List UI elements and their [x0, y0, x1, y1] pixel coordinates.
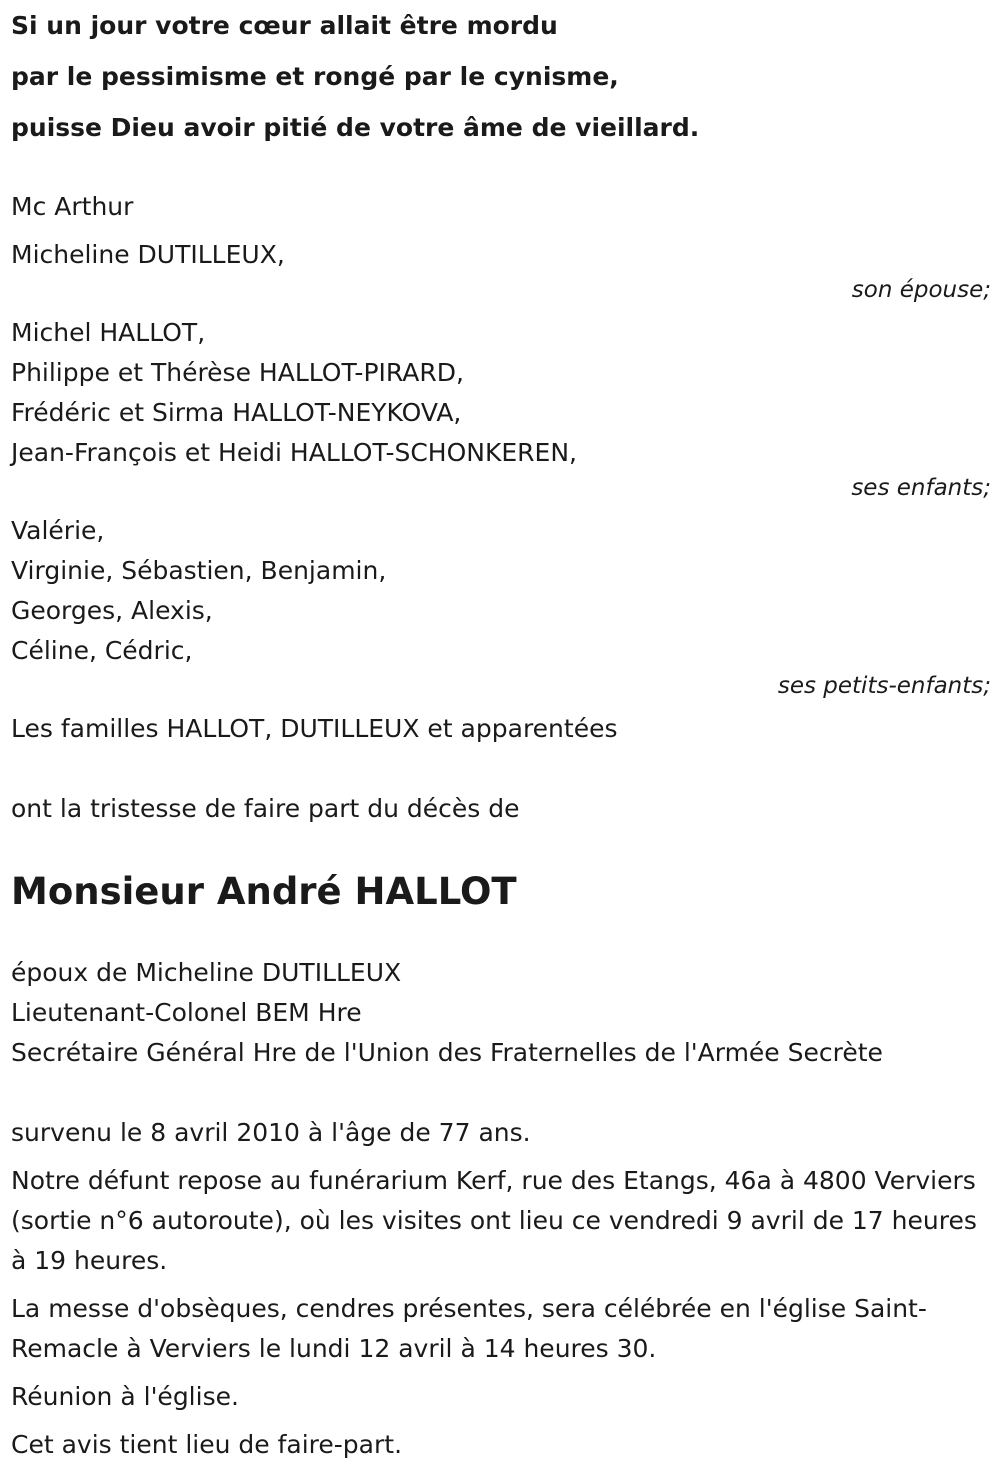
grandchild-name: Céline, Cédric,	[11, 636, 193, 665]
title-line: époux de Micheline DUTILLEUX	[11, 958, 402, 987]
grandchild-name: Valérie,	[11, 516, 105, 545]
spouse-role: son épouse;	[851, 277, 991, 303]
reunion-paragraph: Réunion à l'église.	[11, 1382, 239, 1411]
spouse-group	[11, 235, 991, 305]
child-name: Philippe et Thérèse HALLOT-PIRARD,	[11, 358, 464, 387]
child-name: Frédéric et Sirma HALLOT-NEYKOVA,	[11, 398, 462, 427]
titles-block	[11, 953, 991, 1073]
families-line: Les familles HALLOT, DUTILLEUX et apparentées	[11, 714, 618, 743]
quote-author: Mc Arthur	[11, 192, 134, 221]
grandchildren-group	[11, 511, 991, 701]
obituary-notice	[11, 0, 991, 1465]
quote-line: par le pessimisme et rongé par le cynisme,	[11, 62, 619, 91]
quote-block	[11, 0, 991, 153]
quote-line: Si un jour votre cœur allait être mordu	[11, 11, 558, 40]
title-line: Secrétaire Général Hre de l'Union des Fraternelles de l'Armée Secrète	[11, 1038, 883, 1067]
quote-line: puisse Dieu avoir pitié de votre âme de vieillard.	[11, 113, 700, 142]
children-group	[11, 313, 991, 503]
child-name: Jean-François et Heidi HALLOT-SCHONKEREN,	[11, 438, 577, 467]
funerarium-paragraph: Notre défunt repose au funérarium Kerf, rue des Etangs, 46a à 4800 Verviers (sortie n°6 autoroute), où les visites ont lieu ce vendredi 9 avril de 17 heures à 19 heures.	[11, 1166, 977, 1275]
mass-paragraph: La messe d'obsèques, cendres présentes, sera célébrée en l'église Saint-Remacle à Verviers le lundi 12 avril à 14 heures 30.	[11, 1294, 927, 1363]
grandchild-name: Georges, Alexis,	[11, 596, 213, 625]
spouse-name: Micheline DUTILLEUX,	[11, 240, 285, 269]
grandchildren-role: ses petits-enfants;	[777, 673, 991, 699]
children-role: ses enfants;	[851, 475, 991, 501]
deceased-name: Monsieur André HALLOT	[11, 870, 517, 913]
announcement-line: ont la tristesse de faire part du décès de	[11, 794, 520, 823]
child-name: Michel HALLOT,	[11, 318, 206, 347]
closing-paragraph: Cet avis tient lieu de faire-part.	[11, 1430, 403, 1459]
title-line: Lieutenant-Colonel BEM Hre	[11, 998, 362, 1027]
death-info: survenu le 8 avril 2010 à l'âge de 77 ans.	[11, 1118, 531, 1147]
grandchild-name: Virginie, Sébastien, Benjamin,	[11, 556, 387, 585]
